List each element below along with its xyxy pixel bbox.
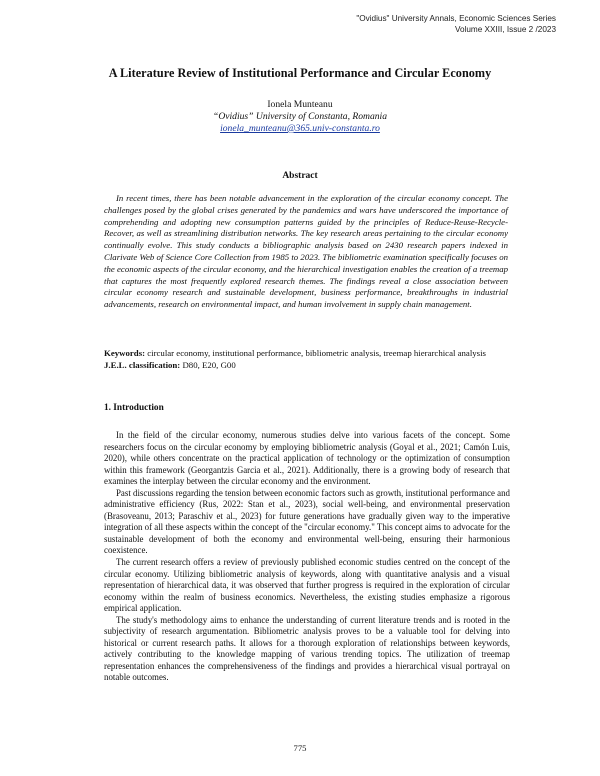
journal-name: "Ovidius" University Annals, Economic Sciences Series <box>356 14 556 23</box>
section-heading-introduction: 1. Introduction <box>104 403 164 413</box>
paragraph: In the field of the circular economy, numerous studies delve into various facets of the concept. Some researchers focus on the circular economy by employing bibliometric analysis (Goyal et al., 2021; Camón Luis, 2020), while others concentrate on the practical application of technology or the optimization of consumption within this framework (Georgantzis Garcia et al., 2021). Additionally, there is a growing body of research that examines the interplay between the circular economy and the environment. <box>104 430 510 487</box>
abstract-text: In recent times, there has been notable advancement in the exploration of the circular economy concept. The challenges posed by the global crises generated by the pandemics and wars have underscored the importance of comprehending and adopting new consumption patterns guided by the principles of Reduce-Reuse-Recycle-Recover, as well as streamlining distribution networks. The key research areas pertaining to the circular economy continually evolve. This study conducts a bibliographic analysis based on 2430 research papers indexed in Clarivate Web of Science Core Collection from 1985 to 2023. The bibliometric examination specifically focuses on the economic aspects of the circular economy, and the hierarchical investigation enables the creation of a treemap that captures the most frequently explored research themes. The findings reveal a close association between circular economy research and sustainable development, business performance, breakthroughs in industrial advancements, research on environmental impact, and human involvement in supply chain management. <box>104 193 508 310</box>
author-email-link[interactable]: ionela_munteanu@365.univ-constanta.ro <box>220 123 380 134</box>
jel-codes: D80, E20, G00 <box>182 359 236 370</box>
paragraph: Past discussions regarding the tension between economic factors such as growth, institutional performance and administrative efficiency (Rus, 2022: Stan et al., 2023), social well-being, and environmental preservation (Brasoveanu, 2013; Paraschiv et al., 2023) for future generations have gradually given way to the imperative integration of all these aspects within the concept of the "circular economy." This concept aims to advocate for the sustainable development of both the economy and environmental well-being, ensuring their harmonious coexistence. <box>104 487 510 556</box>
introduction-body <box>104 430 510 684</box>
keywords-block <box>104 348 510 371</box>
journal-header <box>356 13 556 35</box>
keywords-text: circular economy, institutional performance, bibliometric analysis, treemap hierarchical analysis <box>147 348 486 358</box>
jel-label: J.E.L. classification: <box>104 359 181 370</box>
author-block <box>0 99 600 135</box>
page-number: 775 <box>293 743 307 753</box>
keywords-label: Keywords: <box>104 348 146 358</box>
paragraph: The study's methodology aims to enhance the understanding of current literature trends and is rooted in the subjectivity of research argumentation. Bibliometric analysis proves to be a valuable tool for delving into historical or current research paths. It allows for a thorough exploration of relationships between keywords, actively contributing to the knowledge mapping of various trending topics. The utilization of treemap representation enhances the comprehensiveness of the findings and provides a hierarchical visual portrayal on notable outcomes. <box>104 614 510 683</box>
author-affiliation: “Ovidius” University of Constanta, Romania <box>212 111 388 122</box>
abstract-heading: Abstract <box>282 171 318 181</box>
paper-title: A Literature Review of Institutional Performance and Circular Economy <box>108 66 492 80</box>
author-name: Ionela Munteanu <box>267 99 333 110</box>
paragraph: The current research offers a review of previously published economic studies centred on the concept of the circular economy. Utilizing bibliometric analysis of keywords, along with quantitative analysis and a visual representation of hierarchical data, it was observed that further progress is required in the exploration of circular economy within the realm of business economics. Nevertheless, the existing studies emphasize a rigorous empirical application. <box>104 557 510 614</box>
journal-volume: Volume XXIII, Issue 2 /2023 <box>454 25 556 34</box>
